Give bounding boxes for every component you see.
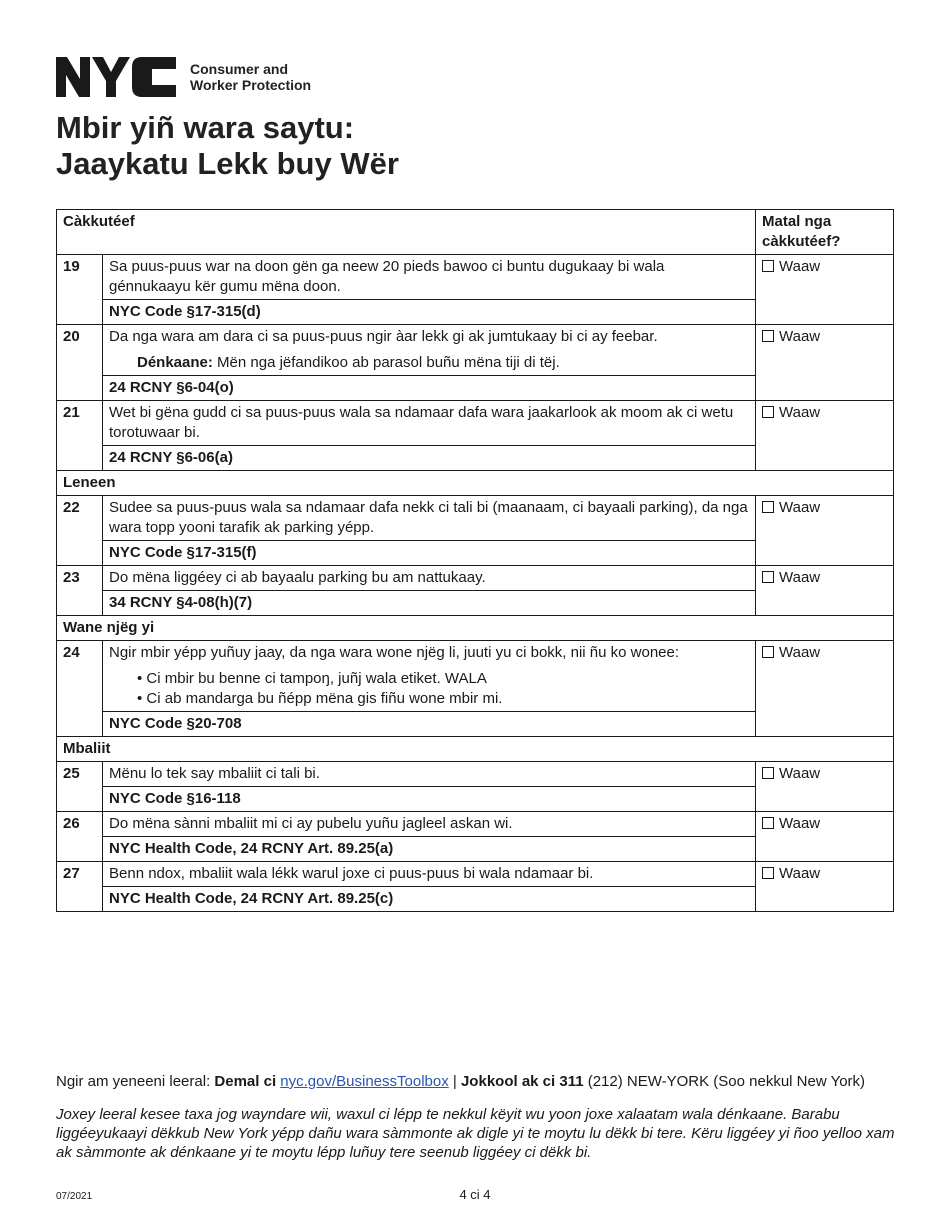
answer-cell	[756, 862, 894, 912]
section-heading-other: Leneen	[57, 471, 894, 496]
checkbox-icon[interactable]	[762, 260, 774, 272]
answer-cell	[756, 325, 894, 401]
yes-checkbox[interactable]	[762, 499, 820, 516]
row-number: 21	[57, 401, 103, 471]
requirement-cell	[103, 325, 756, 376]
yes-label: Waaw	[779, 404, 821, 421]
yes-label: Waaw	[779, 569, 821, 586]
table-row	[57, 401, 894, 446]
legal-code: 34 RCNY §4-08(h)(7)	[103, 591, 756, 616]
requirement-cell	[103, 641, 756, 712]
requirement-text: Wet bi gëna gudd ci sa puus-puus wala sa ndamaar dafa wara jaakarlook ak moom ak ci wetu torotuwaar bi.	[103, 401, 756, 446]
yes-label: Waaw	[779, 765, 821, 782]
row-number: 24	[57, 641, 103, 737]
yes-label: Waaw	[779, 499, 821, 516]
legal-code: NYC Code §20-708	[103, 712, 756, 737]
yes-checkbox[interactable]	[762, 258, 820, 275]
tip-label: Dénkaane:	[137, 354, 213, 371]
section-row	[57, 616, 894, 641]
requirement-text: Da nga wara am dara ci sa puus-puus ngir àar lekk gi ak jumtukaay bi ci ay feebar.	[109, 328, 658, 345]
legal-code: NYC Health Code, 24 RCNY Art. 89.25(a)	[103, 837, 756, 862]
checklist-table	[56, 209, 894, 912]
yes-checkbox[interactable]	[762, 569, 820, 586]
checkbox-icon[interactable]	[762, 646, 774, 658]
table-row	[57, 255, 894, 300]
bullet-item: • Ci mbir bu benne ci tampoŋ, juñj wala etiket. WALA	[137, 670, 487, 687]
legal-code: 24 RCNY §6-04(o)	[103, 376, 756, 401]
legal-code: NYC Code §16-118	[103, 787, 756, 812]
row-number: 19	[57, 255, 103, 325]
requirement-text: Do mëna liggéey ci ab bayaalu parking bu am nattukaay.	[103, 566, 756, 591]
call-number: (212) NEW-YORK (Soo nekkul New York)	[583, 1073, 866, 1090]
page-number: 4 ci 4	[459, 1187, 491, 1202]
answer-cell	[756, 255, 894, 325]
checkbox-icon[interactable]	[762, 406, 774, 418]
requirement-text: Do mëna sànni mbaliit mi ci ay pubelu yuñu jagleel askan wi.	[103, 812, 756, 837]
checkbox-icon[interactable]	[762, 330, 774, 342]
answer-cell	[756, 566, 894, 616]
bullet-list	[109, 669, 749, 709]
more-info-line	[56, 1073, 865, 1090]
yes-checkbox[interactable]	[762, 328, 820, 345]
call-label: Jokkool ak ci 311	[460, 1073, 584, 1090]
yes-label: Waaw	[779, 258, 821, 275]
answer-cell	[756, 401, 894, 471]
yes-checkbox[interactable]	[762, 404, 820, 421]
table-row	[57, 862, 894, 887]
agency-name	[190, 61, 311, 93]
page-title-line2: Jaaykatu Lekk buy Wër	[56, 146, 399, 181]
yes-checkbox[interactable]	[762, 765, 820, 782]
yes-label: Waaw	[779, 865, 821, 882]
row-number: 27	[57, 862, 103, 912]
table-header-row	[57, 210, 894, 255]
legal-code: NYC Code §17-315(f)	[103, 541, 756, 566]
section-heading-waste: Mbaliit	[57, 737, 894, 762]
page-title	[56, 110, 399, 182]
yes-label: Waaw	[779, 644, 821, 661]
row-number: 26	[57, 812, 103, 862]
checkbox-icon[interactable]	[762, 767, 774, 779]
agency-name-line2: Worker Protection	[190, 77, 312, 93]
page-title-line1: Mbir yiñ wara saytu:	[56, 110, 355, 145]
checkbox-icon[interactable]	[762, 817, 774, 829]
row-number: 23	[57, 566, 103, 616]
legal-disclaimer: Joxey leeral kesee taxa jog wayndare wii, waxul ci lépp te nekkul këyit wu yoon joxe xalaatam wala dénkaane. Barabu liggéeyukaayi dëkkub New York yépp dañu wara sàmmonte ak digle yi te moytu lu dëkk bi tere. Këru liggéey yi ñoo yelloo xam ak sàmmonte ak dénkaane yi te moytu lépp luñuy tere seenub liggéey ci dëkk bi.	[56, 1106, 895, 1161]
separator: |	[448, 1073, 461, 1090]
table-row	[57, 566, 894, 591]
row-number: 25	[57, 762, 103, 812]
answer-cell	[756, 762, 894, 812]
requirement-text: Ngir mbir yépp yuñuy jaay, da nga wara wone njëg li, juuti yu ci bokk, nii ñu ko wonee:	[109, 644, 680, 661]
checkbox-icon[interactable]	[762, 867, 774, 879]
column-header-requirement: Càkkutéef	[57, 210, 756, 255]
yes-label: Waaw	[779, 328, 821, 345]
tip-text: Mën nga jëfandikoo ab parasol buñu mëna tiji di tëj.	[212, 354, 560, 371]
requirement-text: Benn ndox, mbaliit wala lékk warul joxe ci puus-puus bi wala ndamaar bi.	[103, 862, 756, 887]
business-toolbox-link[interactable]: nyc.gov/BusinessToolbox	[280, 1073, 449, 1090]
revision-date: 07/2021	[56, 1191, 93, 1202]
requirement-text: Sudee sa puus-puus wala sa ndamaar dafa nekk ci tali bi (maanaam, ci bayaali parking), da nga wara topp yooni tarafik ak parking yépp.	[103, 496, 756, 541]
tip-note	[109, 353, 749, 373]
section-heading-prices: Wane njëg yi	[57, 616, 894, 641]
row-number: 20	[57, 325, 103, 401]
row-number: 22	[57, 496, 103, 566]
answer-cell	[756, 496, 894, 566]
requirement-text: Mënu lo tek say mbaliit ci tali bi.	[103, 762, 756, 787]
bullet-item: • Ci ab mandarga bu ñépp mëna gis fiñu wone mbir mi.	[137, 690, 503, 707]
table-row	[57, 641, 894, 712]
agency-name-line1: Consumer and	[190, 61, 289, 77]
answer-cell	[756, 641, 894, 737]
table-row	[57, 325, 894, 376]
yes-checkbox[interactable]	[762, 865, 820, 882]
table-row	[57, 496, 894, 541]
table-row	[57, 762, 894, 787]
checkbox-icon[interactable]	[762, 501, 774, 513]
column-header-answer: Matal nga càkkutéef?	[756, 210, 894, 255]
requirement-text: Sa puus-puus war na doon gën ga neew 20 pieds bawoo ci buntu dugukaay bi wala génnukaayu kër gumu mëna doon.	[103, 255, 756, 300]
legal-code: 24 RCNY §6-06(a)	[103, 446, 756, 471]
answer-cell	[756, 812, 894, 862]
yes-label: Waaw	[779, 815, 821, 832]
legal-code: NYC Health Code, 24 RCNY Art. 89.25(c)	[103, 887, 756, 912]
checkbox-icon[interactable]	[762, 571, 774, 583]
nyc-logo	[56, 55, 311, 99]
nyc-logo-icon	[56, 55, 180, 99]
more-info-prefix: Ngir am yeneeni leeral:	[56, 1073, 215, 1090]
yes-checkbox[interactable]	[762, 815, 820, 832]
legal-code: NYC Code §17-315(d)	[103, 300, 756, 325]
section-row	[57, 471, 894, 496]
yes-checkbox[interactable]	[762, 644, 820, 661]
table-row	[57, 812, 894, 837]
visit-label: Demal ci	[214, 1073, 277, 1090]
section-row	[57, 737, 894, 762]
